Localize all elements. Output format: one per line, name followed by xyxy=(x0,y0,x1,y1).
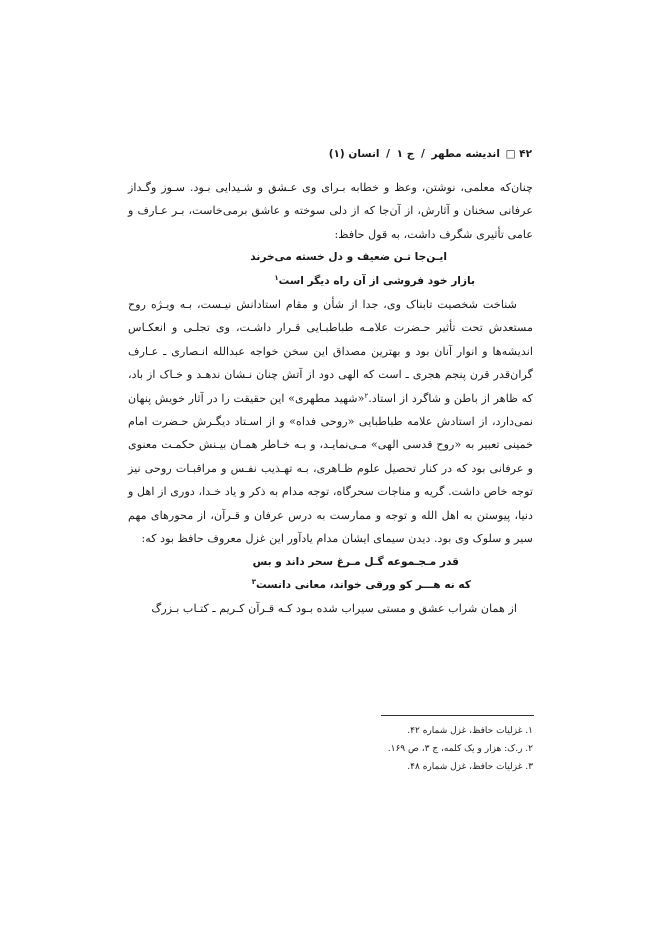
footnote-ref-2[interactable]: ۲ xyxy=(364,391,369,400)
footnote-divider xyxy=(381,715,534,716)
separator: / xyxy=(420,148,425,160)
footnotes xyxy=(388,722,533,776)
verse-2-line-2 xyxy=(128,574,533,597)
section-label: انسان (۱) xyxy=(328,148,380,160)
paragraph-2-part-2: «شهید مطهری» این حقیقت را در آثار خویش پنهان نمی‌دارد، از استادش علامه طباطبایی «روحی فداه» و از اسـتاد دیگـرش حـضرت امام خمینی تعبیر به «روح قدسی الهی» مـی‌نمایـد، و بـه خـاطر همـان بیـنش حکمـت معنوی و عرفانی بود که در کنار تحصیل علوم ظـاهری، بـه تهـذیب نفـس و مراقبـات روحی نیز توجه خاص داشت. گریه و مناجات سحرگاه، توجه مدام به ذکر و یاد خـدا، دوری از اهل و دنیا، پیوستن به اهل الله و توجه و ممارست به درس عرفان و قـرآن، از محورهای مهم سیر و سلوک وی بود. دیدن سیمای ایشان مدام یادآور این غزل معروف حافظ بود که: xyxy=(128,391,533,546)
volume-label: ج ۱ xyxy=(396,148,415,160)
footnote-1: ۱. غزلیات حافظ، غزل شماره ۴۲. xyxy=(407,726,533,736)
footnote-ref-3[interactable]: ۳ xyxy=(251,577,256,586)
separator: / xyxy=(386,148,391,160)
footnote-ref-1[interactable]: ۱ xyxy=(274,273,279,282)
verse-1-line-1: ایـن‌جا تـن ضعیف و دل خسته می‌خرند xyxy=(250,251,447,264)
paragraph-2 xyxy=(128,293,533,550)
page-number: ۴۲ xyxy=(519,148,532,160)
body-text xyxy=(128,176,533,621)
paragraph-2-part-1: شناخت شخصیت تابناک وی، جدا از شأن و مقام استادانش نیـست، بـه ویـژه روح مستعدش تحت تأثیر حـضرت علامـه طباطبـایی قـرار داشـت، وی تجلـی و انعکـاس اندیشه‌ها و انوار آنان بود و بهترین مصداق این سخن خواجه عبدالله انـصاری ـ عـارف گران‌قدر قرن پنجم هجری ـ است که الهی دود از آتش چنان نـشان ندهـد و خـاک از باد، که ظاهر از باطن و شاگرد از استاد. xyxy=(128,298,533,405)
book-title: اندیشه مطهر xyxy=(431,148,500,160)
footnote-3: ۳. غزلیات حافظ، غزل شماره ۴۸. xyxy=(407,762,533,772)
paragraph-1: چنان‌که معلمی، نوشتن، وعظ و خطابه بـرای وی عـشق و شـیدایی بـود. سـوز وگـداز عرفانی سخنان و آثارش، از آن‌جا که از دلی سوخته و عاشق برمی‌خاست، بـر عـارف و عامی تأثیری شگرف داشت، به قول حافظ: xyxy=(128,181,533,241)
verse-2-line-1: قدر مـجـموعه گـل مـرغ سحر داند و بس xyxy=(252,555,459,568)
verse-1-line-2-text: بازار خود فروشی از آن راه دیگر است xyxy=(278,274,475,287)
verse-2-line-2-text: که نه هـــر کو ورقی خواند، معانی دانست xyxy=(255,578,471,591)
running-header xyxy=(329,148,532,160)
footnote-2: ۲. ر.ک: هزار و یک کلمه، ج ۳، ص ۱۶۹. xyxy=(387,744,533,754)
paragraph-3: از همان شراب عشق و مستی سیراب شده بـود کـه قـرآن کـریم ـ کتـاب بـزرگ xyxy=(151,602,517,616)
verse-1-line-2 xyxy=(128,270,533,293)
square-box-icon: □ xyxy=(505,148,516,160)
